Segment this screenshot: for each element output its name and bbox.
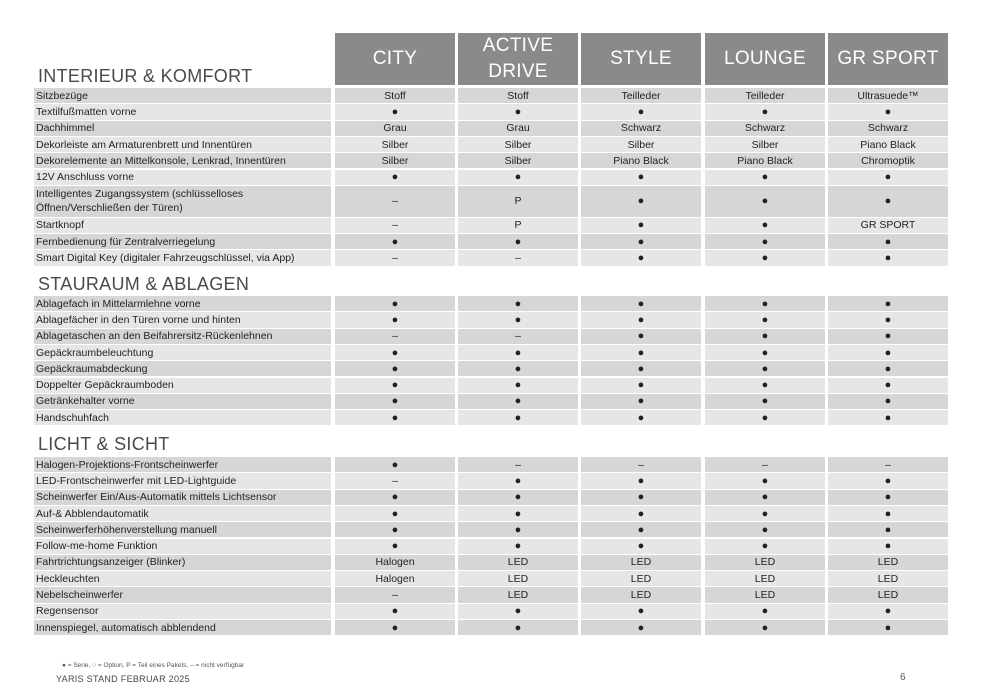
row-label: Heckleuchten	[34, 571, 331, 586]
table-cell: Chromoptik	[828, 153, 948, 168]
table-cell: LED	[581, 587, 701, 602]
table-cell: Piano Black	[828, 137, 948, 152]
table-cell: ●	[828, 104, 948, 119]
table-cell: ●	[705, 345, 825, 360]
table-row	[0, 490, 990, 506]
row-label: Dekorleiste am Armaturenbrett und Innentüren	[34, 137, 331, 152]
row-label: Intelligentes Zugangssystem (schlüsselloses Öffnen/Verschließen der Türen)	[34, 186, 331, 217]
table-cell: ●	[581, 296, 701, 311]
row-label: Dekorelemente an Mittelkonsole, Lenkrad, Innentüren	[34, 153, 331, 168]
table-row	[0, 137, 990, 153]
table-cell: ●	[581, 473, 701, 488]
table-row	[0, 88, 990, 104]
table-cell: LED	[458, 555, 578, 570]
table-cell: ●	[581, 490, 701, 505]
table-row	[0, 250, 990, 266]
table-row	[0, 522, 990, 538]
row-label: Smart Digital Key (digitaler Fahrzeugschlüssel, via App)	[34, 250, 331, 265]
table-cell: ●	[458, 522, 578, 537]
table-row	[0, 104, 990, 120]
table-cell: ●	[828, 170, 948, 185]
table-cell: ●	[705, 170, 825, 185]
table-cell: ●	[335, 620, 455, 635]
column-header-lounge: LOUNGE	[705, 33, 825, 85]
table-cell: ●	[828, 250, 948, 265]
table-cell: ●	[705, 620, 825, 635]
table-cell: Piano Black	[705, 153, 825, 168]
table-cell: ●	[705, 473, 825, 488]
section-title: INTERIEUR & KOMFORT	[38, 66, 253, 86]
table-cell: ●	[335, 604, 455, 619]
table-cell: LED	[705, 571, 825, 586]
table-cell: ●	[335, 312, 455, 327]
table-cell: ●	[828, 473, 948, 488]
table-cell: –	[458, 250, 578, 265]
table-row	[0, 539, 990, 555]
table-cell: ●	[705, 312, 825, 327]
row-label: Textilfußmatten vorne	[34, 104, 331, 119]
table-cell: Teilleder	[581, 88, 701, 103]
table-cell: –	[335, 250, 455, 265]
table-row	[0, 604, 990, 620]
table-cell: ●	[581, 378, 701, 393]
table-cell: –	[458, 457, 578, 472]
table-cell: –	[335, 186, 455, 217]
table-cell: ●	[705, 539, 825, 554]
row-label: 12V Anschluss vorne	[34, 170, 331, 185]
table-cell: ●	[705, 410, 825, 425]
table-cell: LED	[458, 587, 578, 602]
table-cell: LED	[458, 571, 578, 586]
table-cell: Grau	[335, 121, 455, 136]
table-row	[0, 153, 990, 169]
table-cell: –	[828, 457, 948, 472]
row-label: Ablagefach in Mittelarmlehne vorne	[34, 296, 331, 311]
table-cell: –	[705, 457, 825, 472]
column-header-style: STYLE	[581, 33, 701, 85]
table-cell: ●	[335, 522, 455, 537]
table-cell: ●	[335, 539, 455, 554]
table-cell: LED	[581, 555, 701, 570]
table-cell: GR SPORT	[828, 218, 948, 233]
table-cell: Silber	[581, 137, 701, 152]
table-cell: Schwarz	[705, 121, 825, 136]
row-label: Gepäckraumabdeckung	[34, 361, 331, 376]
table-cell: ●	[335, 410, 455, 425]
table-cell: Halogen	[335, 555, 455, 570]
table-cell: ●	[581, 539, 701, 554]
table-cell: Ultrasuede™	[828, 88, 948, 103]
table-cell: ●	[828, 361, 948, 376]
table-cell: ●	[581, 620, 701, 635]
table-cell: ●	[828, 378, 948, 393]
table-cell: –	[335, 473, 455, 488]
table-cell: ●	[828, 522, 948, 537]
table-cell: Silber	[458, 153, 578, 168]
table-cell: ●	[458, 410, 578, 425]
table-cell: ●	[458, 361, 578, 376]
row-label: Startknopf	[34, 218, 331, 233]
column-header-city: CITY	[335, 33, 455, 85]
table-row	[0, 361, 990, 377]
table-cell: LED	[828, 571, 948, 586]
table-cell: ●	[458, 170, 578, 185]
table-cell: ●	[828, 329, 948, 344]
row-label: Ablagefächer in den Türen vorne und hinten	[34, 312, 331, 327]
table-cell: P	[458, 218, 578, 233]
table-cell: Teilleder	[705, 88, 825, 103]
row-label: Innenspiegel, automatisch abblendend	[34, 620, 331, 635]
table-row	[0, 620, 990, 636]
table-cell: ●	[581, 604, 701, 619]
table-cell: ●	[458, 345, 578, 360]
table-row	[0, 378, 990, 394]
table-row	[0, 506, 990, 522]
table-cell: ●	[705, 104, 825, 119]
row-label: Doppelter Gepäckraumboden	[34, 378, 331, 393]
row-label: Follow-me-home Funktion	[34, 539, 331, 554]
table-cell: ●	[458, 539, 578, 554]
table-cell: ●	[458, 234, 578, 249]
table-row	[0, 121, 990, 137]
table-cell: –	[458, 329, 578, 344]
table-cell: ●	[581, 506, 701, 521]
table-cell: ●	[705, 506, 825, 521]
table-cell: ●	[458, 104, 578, 119]
table-cell: ●	[335, 457, 455, 472]
row-label: Gepäckraumbeleuchtung	[34, 345, 331, 360]
column-header-active-drive: ACTIVE DRIVE	[458, 33, 578, 85]
table-row	[0, 410, 990, 426]
row-label: Scheinwerferhöhenverstellung manuell	[34, 522, 331, 537]
table-cell: ●	[335, 296, 455, 311]
table-cell: ●	[581, 250, 701, 265]
row-label: Fernbedienung für Zentralverriegelung	[34, 234, 331, 249]
table-cell: ●	[458, 506, 578, 521]
table-cell: ●	[705, 296, 825, 311]
table-cell: ●	[458, 473, 578, 488]
table-row	[0, 218, 990, 234]
table-cell: ●	[828, 410, 948, 425]
table-cell: Silber	[458, 137, 578, 152]
footer-title: YARIS STAND FEBRUAR 2025	[56, 674, 190, 684]
table-row	[0, 312, 990, 328]
table-cell: ●	[458, 394, 578, 409]
row-label: Scheinwerfer Ein/Aus-Automatik mittels Lichtsensor	[34, 490, 331, 505]
table-cell: –	[335, 218, 455, 233]
table-cell: ●	[705, 604, 825, 619]
table-cell: Schwarz	[581, 121, 701, 136]
row-label: Handschuhfach	[34, 410, 331, 425]
table-cell: ●	[828, 345, 948, 360]
table-cell: ●	[335, 361, 455, 376]
table-cell: ●	[828, 234, 948, 249]
table-cell: ●	[828, 394, 948, 409]
table-cell: ●	[581, 329, 701, 344]
table-cell: ●	[335, 506, 455, 521]
section-title: STAURAUM & ABLAGEN	[38, 274, 250, 294]
table-cell: ●	[581, 522, 701, 537]
table-cell: LED	[581, 571, 701, 586]
table-cell: ●	[705, 361, 825, 376]
table-cell: ●	[705, 218, 825, 233]
table-cell: ●	[705, 186, 825, 217]
row-label: Fahrtrichtungsanzeiger (Blinker)	[34, 555, 331, 570]
table-cell: Silber	[705, 137, 825, 152]
table-cell: ●	[705, 490, 825, 505]
table-cell: ●	[581, 218, 701, 233]
table-row	[0, 571, 990, 587]
table-cell: ●	[581, 234, 701, 249]
table-cell: ●	[335, 394, 455, 409]
table-cell: ●	[705, 250, 825, 265]
column-header-gr-sport: GR SPORT	[828, 33, 948, 85]
row-label: Sitzbezüge	[34, 88, 331, 103]
table-cell: LED	[705, 555, 825, 570]
table-cell: Schwarz	[828, 121, 948, 136]
table-cell: Silber	[335, 153, 455, 168]
table-cell: ●	[828, 186, 948, 217]
table-cell: ●	[828, 620, 948, 635]
table-cell: Stoff	[458, 88, 578, 103]
table-cell: –	[335, 329, 455, 344]
table-cell: ●	[458, 490, 578, 505]
table-cell: ●	[581, 186, 701, 217]
table-row	[0, 457, 990, 473]
row-label: Regensensor	[34, 604, 331, 619]
table-cell: ●	[828, 506, 948, 521]
row-label: Dachhimmel	[34, 121, 331, 136]
table-row	[0, 170, 990, 186]
table-cell: ●	[335, 490, 455, 505]
row-label: Nebelscheinwerfer	[34, 587, 331, 602]
table-row	[0, 587, 990, 603]
table-row	[0, 394, 990, 410]
table-row	[0, 329, 990, 345]
row-label: Halogen-Projektions-Frontscheinwerfer	[34, 457, 331, 472]
table-cell: ●	[705, 394, 825, 409]
table-cell: Piano Black	[581, 153, 701, 168]
table-row	[0, 234, 990, 250]
table-cell: ●	[581, 361, 701, 376]
table-cell: ●	[335, 104, 455, 119]
row-label: Auf-& Abblendautomatik	[34, 506, 331, 521]
table-cell: ●	[828, 490, 948, 505]
legend-footnote: ● = Serie, ○ = Option, P = Teil eines Pakets, – = nicht verfügbar	[62, 662, 245, 669]
row-label: LED-Frontscheinwerfer mit LED-Lightguide	[34, 473, 331, 488]
table-cell: ●	[458, 296, 578, 311]
table-cell: Stoff	[335, 88, 455, 103]
table-cell: ●	[335, 378, 455, 393]
table-cell: LED	[828, 555, 948, 570]
table-cell: ●	[828, 296, 948, 311]
table-cell: ●	[581, 104, 701, 119]
table-cell: ●	[458, 620, 578, 635]
table-cell: –	[581, 457, 701, 472]
table-cell: ●	[581, 345, 701, 360]
table-cell: Grau	[458, 121, 578, 136]
row-label: Getränkehalter vorne	[34, 394, 331, 409]
table-cell: –	[335, 587, 455, 602]
table-cell: ●	[458, 312, 578, 327]
table-cell: ●	[828, 312, 948, 327]
table-cell: ●	[705, 329, 825, 344]
table-row	[0, 186, 990, 218]
table-cell: Silber	[335, 137, 455, 152]
table-cell: ●	[581, 410, 701, 425]
table-cell: ●	[335, 170, 455, 185]
table-cell: LED	[705, 587, 825, 602]
table-cell: ●	[828, 539, 948, 554]
table-row	[0, 555, 990, 571]
table-cell: ●	[705, 522, 825, 537]
table-cell: ●	[828, 604, 948, 619]
table-cell: LED	[828, 587, 948, 602]
table-cell: ●	[581, 312, 701, 327]
table-cell: Halogen	[335, 571, 455, 586]
table-row	[0, 296, 990, 312]
section-title: LICHT & SICHT	[38, 434, 170, 454]
table-cell: ●	[705, 234, 825, 249]
table-cell: ●	[705, 378, 825, 393]
table-cell: P	[458, 186, 578, 217]
table-cell: ●	[458, 604, 578, 619]
row-label: Ablagetaschen an den Beifahrersitz-Rückenlehnen	[34, 329, 331, 344]
table-row	[0, 473, 990, 489]
table-cell: ●	[581, 394, 701, 409]
table-cell: ●	[335, 234, 455, 249]
page-number: 6	[900, 672, 906, 683]
table-cell: ●	[335, 345, 455, 360]
table-cell: ●	[458, 378, 578, 393]
table-row	[0, 345, 990, 361]
table-cell: ●	[581, 170, 701, 185]
